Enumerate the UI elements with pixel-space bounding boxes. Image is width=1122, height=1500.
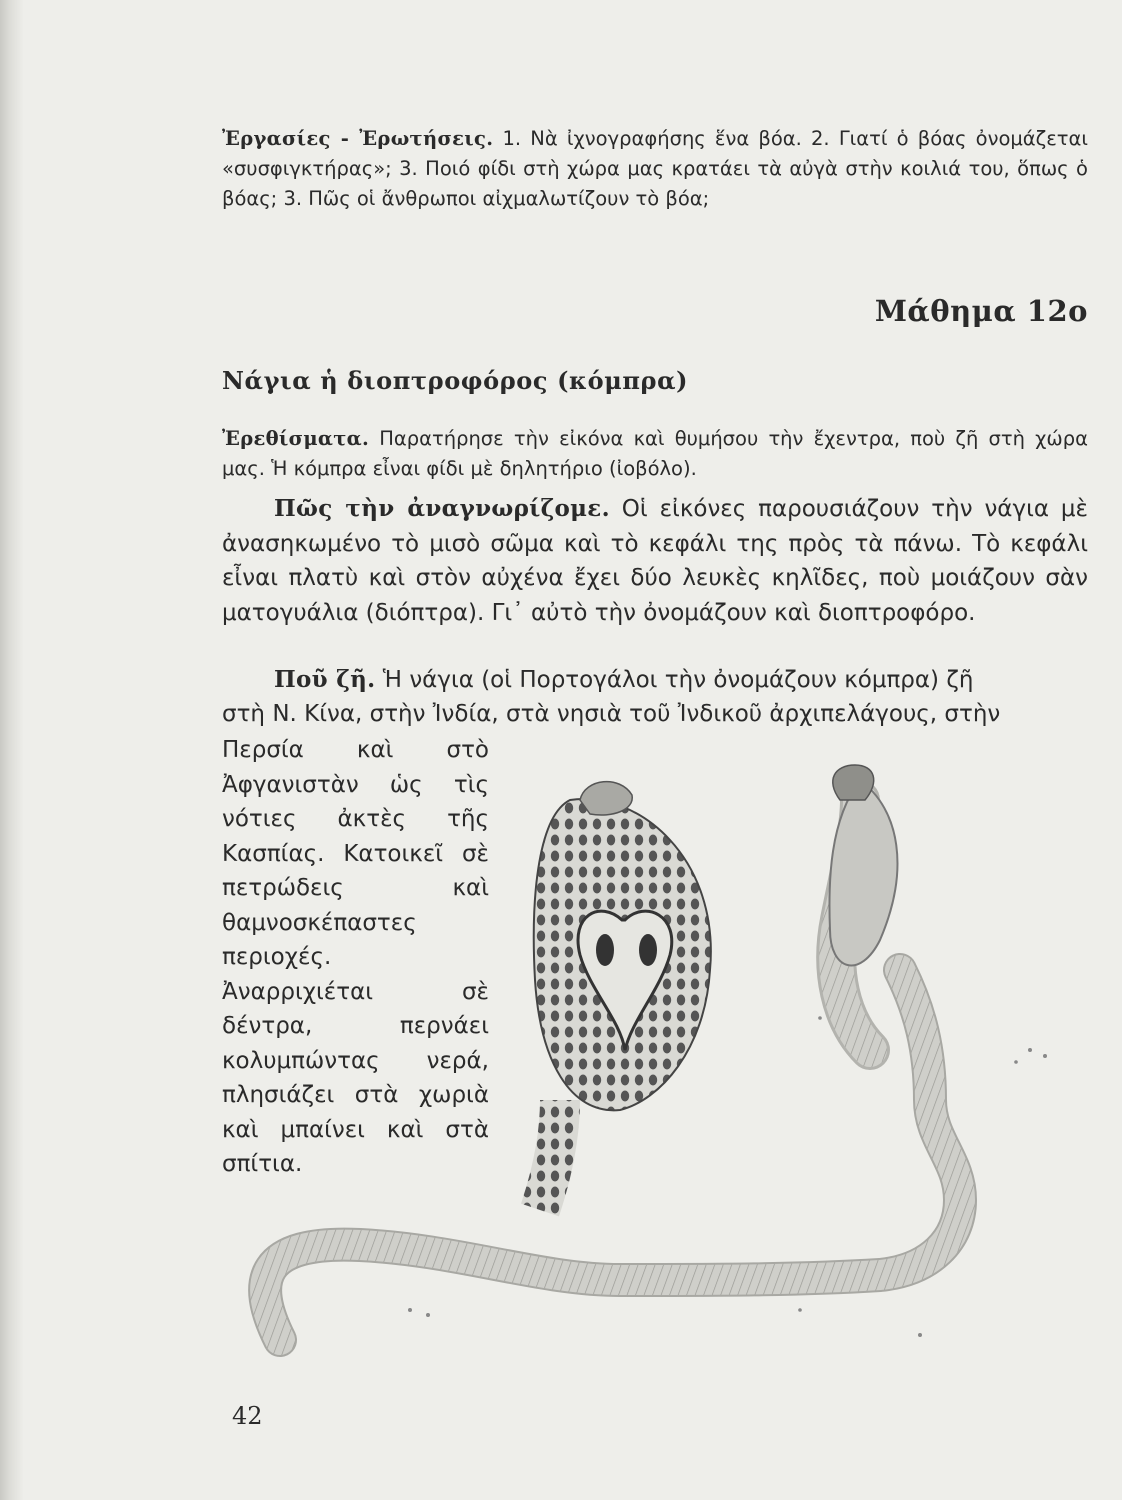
cobra-head-back-icon [580,782,632,815]
exercises-label: Ἐργασίες - Ἐρωτήσεις. [222,127,494,150]
exercises-paragraph [222,124,1088,214]
section-title: Νάγια ἡ διοπτροφόρος (κόμπρα) [222,366,689,395]
cobra-illustration [240,720,1090,1380]
exercises-text: 1. Νὰ ἰχνογραφήσης ἕνα βόα. 2. Γιατί ὁ βόας ὀνομάζεται «συσφιγκτήρας»; 3. Ποιό φίδι στὴ χώρα μας κρατάει τὰ αὐγὰ στὴν κοιλιά του, ὅπως ὁ βόας; 3. Πῶς οἱ ἄνθρωποι αἰχμαλωτίζουν τὸ βόα; [222,127,1088,210]
habitat-narrow-column: Περσία καὶ στὸ Ἀφγανιστὰν ὡς τὶς νότιες ἀκτὲς τῆς Κασπίας. Κατοικεῖ σὲ πετρώδεις καὶ θαμνοσκέπαστες περιοχές. Ἀναρριχιέται σὲ δέντρα, περνάει κολυμπώντας νερά, πλησιάζει στὰ χωριὰ καὶ μπαίνει καὶ στὰ σπίτια. [222,737,489,1177]
stimuli-text: Παρατήρησε τὴν εἰκόνα καὶ θυμήσου τὴν ἔχεντρα, ποὺ ζῆ στὴ χώρα μας. Ἡ κόμπρα εἶναι φίδι μὲ δηλητήριο (ἰοβόλο). [222,427,1088,480]
lesson-title: Μάθημα 12ο [874,294,1088,328]
habitat-line-2: στὴ Ν. Κίνα, στὴν Ἰνδία, στὰ νησιὰ τοῦ Ἰνδικοῦ ἀρχιπελάγους, στὴν [222,701,1001,727]
page-number: 42 [232,1402,263,1430]
page-binding-edge [0,0,24,1500]
recognize-text: Οἱ εἰκόνες παρουσιάζουν τὴν νάγια μὲ ἀνασηκωμένο τὸ μισὸ σῶμα καὶ τὸ κεφάλι της πρὸς τὰ πάνω. Τὸ κεφάλι εἶναι πλατὺ καὶ στὸν αὐχένα ἔχει δύο λευκὲς κηλῖδες, ποὺ μοιάζουν σὰν ματογυάλια (διόπτρα). Γι᾽ αὐτὸ τὴν ὀνομάζουν καὶ διοπτροφόρο. [222,496,1088,626]
stimuli-paragraph [222,424,1088,484]
cobra-head-icon [833,765,874,800]
cobra-hood-side [829,780,897,965]
habitat-label: Ποῦ ζῆ. [274,666,376,693]
recognize-label: Πῶς τὴν ἀναγνωρίζομε. [274,495,610,522]
habitat-text-1: Ἡ νάγια (οἱ Πορτογάλοι τὴν ὀνομάζουν κόμπρα) ζῆ [375,667,974,693]
habitat-line-1 [222,663,1088,698]
stimuli-label: Ἐρεθίσματα. [222,427,370,450]
recognize-paragraph [222,492,1088,630]
